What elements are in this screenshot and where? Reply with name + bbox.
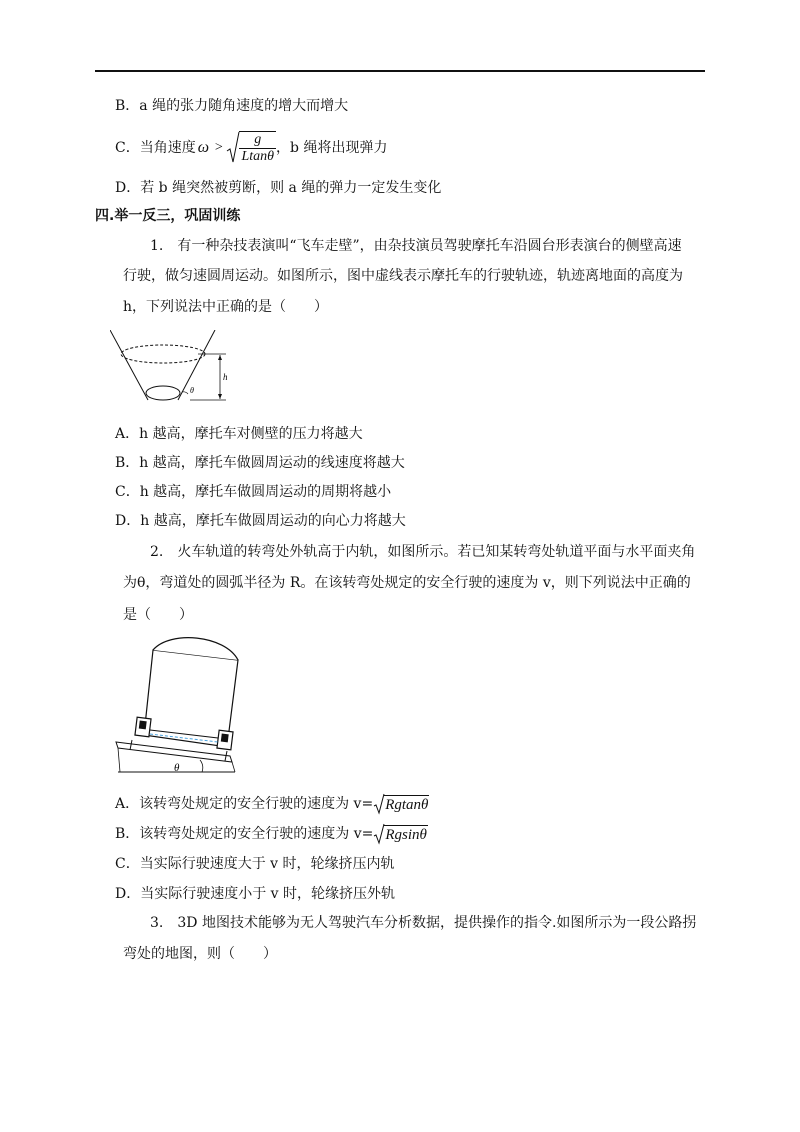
q2-option-a-prefix: A．该转弯处规定的安全行驶的速度为 v=	[115, 796, 374, 812]
header-rule	[95, 70, 705, 72]
q1-option-d: D．h 越高，摩托车做圆周运动的向心力将越大	[115, 513, 406, 529]
q2-line3: 是（ ）	[123, 607, 193, 623]
fraction-denominator: Ltanθ	[241, 149, 275, 164]
q2-line1: 2. 火车轨道的转弯处外轨高于内轨，如图所示。若已知某转弯处轨道平面与水平面夹角	[150, 544, 696, 560]
q2-option-a-radicand: Rgtanθ	[385, 796, 429, 813]
option-c-suffix: ，b 绳将出现弹力	[276, 140, 388, 156]
greater-than-symbol: >	[214, 140, 224, 155]
figure-train-on-banked-track	[110, 630, 245, 775]
figure-cone-track	[110, 330, 235, 410]
option-c-prefix: C．当角速度	[115, 140, 196, 156]
q2-line2: 为θ，弯道处的圆弧半径为 R。在该转弯处规定的安全行驶的速度为 v，则下列说法中正确的	[123, 575, 691, 591]
q2-option-b	[115, 822, 428, 846]
theta-label-fig2: θ	[174, 762, 180, 774]
q1-option-c: C．h 越高，摩托车做圆周运动的周期将越小	[115, 484, 392, 500]
q3-line1: 3. 3D 地图技术能够为无人驾驶汽车分析数据，提供操作的指令.如图所示为一段公路拐	[150, 915, 697, 931]
q1-option-b: B．h 越高，摩托车做圆周运动的线速度将越大	[115, 455, 405, 471]
q1-line2: 行驶，做匀速圆周运动。如图所示，图中虚线表示摩托车的行驶轨迹，轨迹离地面的高度为	[123, 268, 683, 284]
q2-option-a	[115, 792, 429, 816]
sqrt-sign-icon	[226, 131, 240, 165]
q2-option-d: D．当实际行驶速度小于 v 时，轮缘挤压外轨	[115, 886, 396, 902]
q3-line2: 弯处的地图，则（ ）	[123, 946, 277, 962]
q1-option-a: A．h 越高，摩托车对侧壁的压力将越大	[115, 426, 363, 442]
omega-symbol: ω	[197, 139, 210, 156]
option-c-line	[115, 132, 387, 164]
q1-line1: 1. 有一种杂技表演叫“飞车走壁”，由杂技演员驾驶摩托车沿圆台形表演台的侧壁高速	[150, 238, 682, 254]
q2-option-c: C．当实际行驶速度大于 v 时，轮缘挤压内轨	[115, 856, 395, 872]
theta-label-fig1: θ	[190, 386, 194, 395]
q1-line3: h，下列说法中正确的是（ ）	[123, 299, 329, 315]
option-d-text: D．若 b 绳突然被剪断，则 a 绳的弹力一定发生变化	[115, 180, 442, 196]
q2-option-b-radicand: Rgsinθ	[385, 826, 427, 843]
h-label: h	[223, 372, 228, 382]
fraction-numerator: g	[239, 132, 276, 149]
option-b-text: B．a 绳的张力随角速度的增大而增大	[115, 98, 349, 114]
section-title: 四.举一反三，巩固训练	[95, 208, 241, 224]
q2-option-b-prefix: B．该转弯处规定的安全行驶的速度为 v=	[115, 826, 374, 842]
fraction-g-over-ltan	[239, 131, 276, 165]
